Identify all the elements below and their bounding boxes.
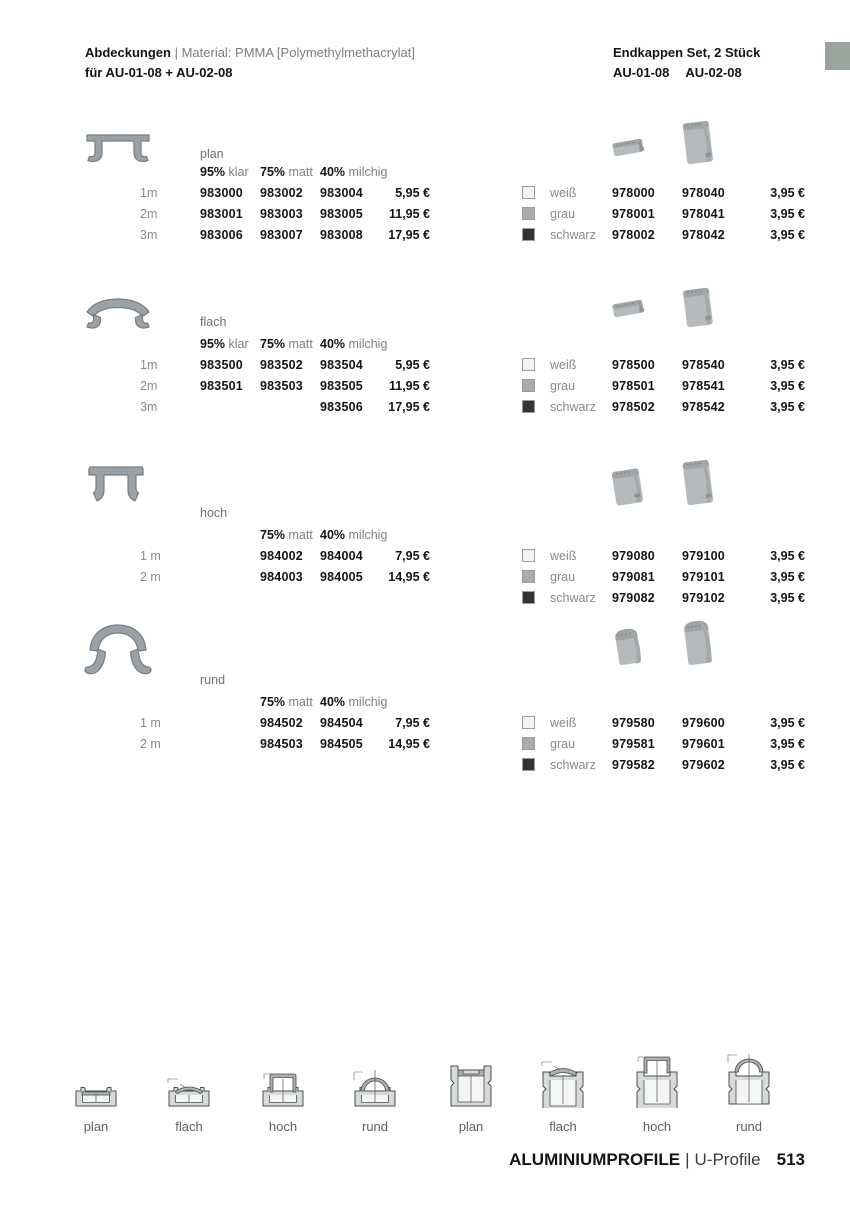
article-number: 983000 [200, 185, 243, 200]
article-number: 984505 [320, 736, 363, 751]
article-number: 979100 [682, 548, 725, 563]
diagram-au0208-hoch [615, 1050, 699, 1134]
header-right-columns [613, 63, 760, 83]
header-right-title: Endkappen Set, 2 Stück [613, 45, 761, 60]
article-number: 979102 [682, 590, 725, 605]
length-label: 2 m [140, 569, 161, 584]
article-number: 978002 [612, 227, 655, 242]
price: 3,95 € [770, 569, 805, 584]
article-number: 979581 [612, 736, 655, 751]
color-swatch-weiss [522, 186, 535, 199]
article-number: 979582 [612, 757, 655, 772]
price: 17,95 € [388, 399, 430, 414]
color-swatch-weiss [522, 358, 535, 371]
header-left-title-bold: Abdeckungen [85, 45, 171, 60]
col-header: 75% matt [260, 164, 313, 179]
price: 14,95 € [388, 736, 430, 751]
diagram-label: flach [175, 1119, 203, 1134]
price: 3,95 € [770, 399, 805, 414]
article-number: 978540 [682, 357, 725, 372]
article-number: 979081 [612, 569, 655, 584]
article-number: 984503 [260, 736, 303, 751]
article-number: 979600 [682, 715, 725, 730]
color-name: schwarz [550, 757, 596, 772]
cover-price-table [140, 161, 430, 245]
cover-price-table [140, 524, 430, 587]
price: 3,95 € [770, 715, 805, 730]
footer-subcategory: U-Profile [694, 1150, 761, 1169]
length-label: 1m [140, 357, 158, 372]
price: 5,95 € [395, 185, 430, 200]
section-label: flach [200, 315, 227, 329]
col-header: 40% milchig [320, 164, 388, 179]
article-number: 979082 [612, 590, 655, 605]
article-number: 983008 [320, 227, 363, 242]
article-number: 984003 [260, 569, 303, 584]
diagram-label: hoch [642, 1119, 672, 1134]
color-swatch-schwarz [522, 400, 535, 413]
length-label: 1m [140, 185, 158, 200]
article-number: 983003 [260, 206, 303, 221]
length-label: 3m [140, 227, 158, 242]
article-number: 983001 [200, 206, 243, 221]
color-name: schwarz [550, 399, 596, 414]
color-name: schwarz [550, 227, 596, 242]
color-swatch-schwarz [522, 228, 535, 241]
cover-profile-rund-icon [82, 622, 154, 687]
color-name: grau [550, 206, 576, 221]
length-label: 1 m [140, 548, 161, 563]
diagram-au0108-rund [333, 1050, 417, 1134]
article-number: 978040 [682, 185, 725, 200]
length-label: 2m [140, 378, 158, 393]
header-left-title-rest: | Material: PMMA [Polymethylmethacrylat] [174, 45, 415, 60]
color-name: grau [550, 736, 576, 751]
price: 3,95 € [770, 227, 805, 242]
diagram-au0108-flach [147, 1050, 231, 1134]
article-number: 979602 [682, 757, 725, 772]
article-number: 984504 [320, 715, 363, 730]
article-number: 984502 [260, 715, 303, 730]
section-flach [85, 288, 810, 438]
price: 14,95 € [388, 569, 430, 584]
section-plan [85, 125, 810, 275]
col-header: 40% milchig [320, 336, 388, 351]
diagram-au0208-plan [429, 1050, 513, 1134]
endcap-price-table [522, 182, 805, 245]
article-number: 979101 [682, 569, 725, 584]
endcap-price-table [522, 712, 805, 775]
page-corner-tab [825, 42, 850, 70]
endcap-photo-au0108 [609, 133, 647, 166]
article-number: 978501 [612, 378, 655, 393]
col-header: 40% milchig [320, 527, 388, 542]
article-number: 983006 [200, 227, 243, 242]
color-swatch-schwarz [522, 591, 535, 604]
col-header: 75% matt [260, 336, 313, 351]
price: 3,95 € [770, 548, 805, 563]
price: 3,95 € [770, 736, 805, 751]
page-footer [509, 1150, 805, 1170]
color-swatch-grau [522, 570, 535, 583]
page-number: 513 [776, 1150, 805, 1169]
price: 7,95 € [395, 548, 430, 563]
price: 3,95 € [770, 590, 805, 605]
color-swatch-weiss [522, 549, 535, 562]
col-header: 95% klar [200, 336, 249, 351]
endcap-photo-au0208 [679, 618, 717, 673]
color-name: grau [550, 378, 576, 393]
header-left-title [85, 43, 415, 63]
endcap-photo-au0108 [609, 466, 647, 513]
price: 3,95 € [770, 185, 805, 200]
section-hoch [85, 458, 810, 618]
footer-separator: | [685, 1150, 690, 1169]
diagram-label: rund [361, 1119, 389, 1134]
color-name: weiß [550, 715, 577, 730]
price: 11,95 € [388, 206, 430, 221]
color-name: schwarz [550, 590, 596, 605]
price: 3,95 € [770, 357, 805, 372]
color-swatch-weiss [522, 716, 535, 729]
diagram-au0108-hoch [241, 1050, 325, 1134]
header-right [613, 43, 760, 83]
color-swatch-grau [522, 737, 535, 750]
col-header: 75% matt [260, 527, 313, 542]
color-name: grau [550, 569, 576, 584]
article-number: 983500 [200, 357, 243, 372]
endcap-photo-au0108 [609, 626, 647, 673]
price: 5,95 € [395, 357, 430, 372]
article-number: 984002 [260, 548, 303, 563]
article-number: 984004 [320, 548, 363, 563]
endcap-photo-au0208 [679, 458, 717, 513]
article-number: 978042 [682, 227, 725, 242]
col-header: 40% milchig [320, 694, 388, 709]
article-number: 983506 [320, 399, 363, 414]
article-number: 983502 [260, 357, 303, 372]
article-number: 978502 [612, 399, 655, 414]
color-name: weiß [550, 185, 577, 200]
col-header: 95% klar [200, 164, 249, 179]
endcap-price-table [522, 545, 805, 608]
cover-profile-flach-icon [85, 296, 151, 337]
article-number: 983005 [320, 206, 363, 221]
cover-price-table [140, 333, 430, 417]
diagram-label: plan [458, 1119, 484, 1134]
section-rund [85, 618, 810, 788]
color-swatch-grau [522, 207, 535, 220]
price: 17,95 € [388, 227, 430, 242]
article-number: 978000 [612, 185, 655, 200]
article-number: 978542 [682, 399, 725, 414]
price: 3,95 € [770, 378, 805, 393]
article-number: 978541 [682, 378, 725, 393]
price: 3,95 € [770, 206, 805, 221]
article-number: 979580 [612, 715, 655, 730]
col-header: 75% matt [260, 694, 313, 709]
article-number: 983504 [320, 357, 363, 372]
price: 3,95 € [770, 757, 805, 772]
article-number: 983007 [260, 227, 303, 242]
length-label: 3m [140, 399, 158, 414]
article-number: 984005 [320, 569, 363, 584]
article-number: 983505 [320, 378, 363, 393]
diagram-au0208-flach [521, 1050, 605, 1134]
color-name: weiß [550, 548, 577, 563]
color-swatch-grau [522, 379, 535, 392]
cover-profile-hoch-icon [85, 464, 147, 515]
article-number: 979601 [682, 736, 725, 751]
article-number: 983004 [320, 185, 363, 200]
section-label: rund [200, 673, 226, 687]
endcap-price-table [522, 354, 805, 417]
header-left [85, 43, 415, 83]
article-number: 983503 [260, 378, 303, 393]
header-col-au-02-08: AU-02-08 [685, 65, 742, 80]
section-label: hoch [200, 506, 228, 520]
price: 11,95 € [388, 378, 430, 393]
endcap-photo-au0108 [609, 294, 647, 327]
color-swatch-schwarz [522, 758, 535, 771]
header-col-au-01-08: AU-01-08 [613, 65, 670, 80]
article-number: 979080 [612, 548, 655, 563]
price: 7,95 € [395, 715, 430, 730]
cover-price-table [140, 691, 430, 754]
diagram-label: hoch [268, 1119, 298, 1134]
endcap-photo-au0208 [679, 119, 717, 172]
diagram-au0208-rund [707, 1050, 791, 1134]
article-number: 983002 [260, 185, 303, 200]
section-label: plan [200, 147, 224, 161]
diagram-au0108-plan [54, 1050, 138, 1134]
length-label: 2m [140, 206, 158, 221]
header-left-subtitle: für AU-01-08 + AU-02-08 [85, 65, 233, 80]
footer-category: ALUMINIUMPROFILE [509, 1150, 681, 1169]
diagram-label: flach [549, 1119, 577, 1134]
color-name: weiß [550, 357, 577, 372]
diagram-label: plan [83, 1119, 109, 1134]
article-number: 978001 [612, 206, 655, 221]
endcap-photo-au0208 [679, 286, 717, 335]
article-number: 978500 [612, 357, 655, 372]
diagram-label: rund [735, 1119, 763, 1134]
article-number: 978041 [682, 206, 725, 221]
article-number: 983501 [200, 378, 243, 393]
length-label: 2 m [140, 736, 161, 751]
length-label: 1 m [140, 715, 161, 730]
